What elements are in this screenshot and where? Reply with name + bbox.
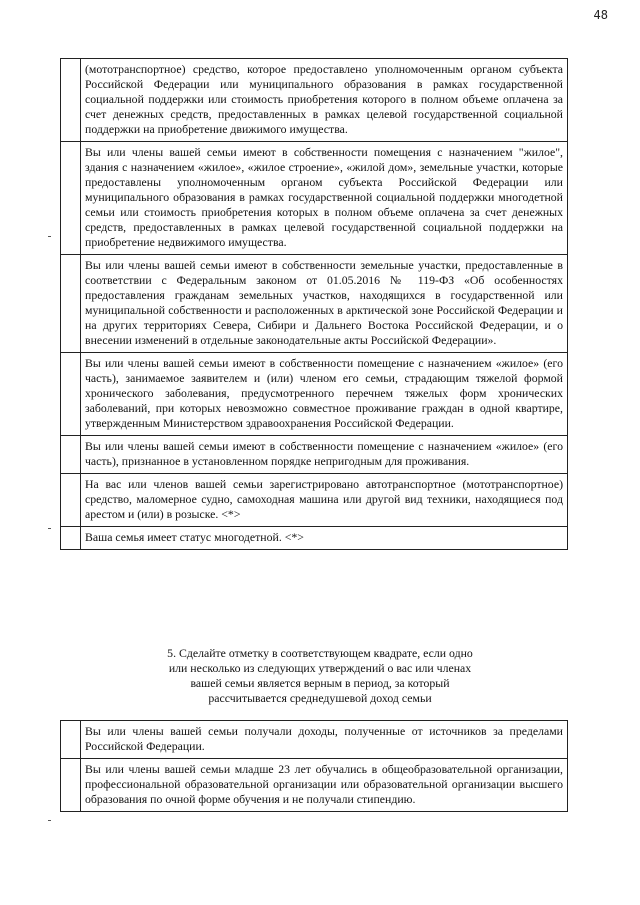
scan-margin-mark (48, 236, 51, 237)
checkbox-cell[interactable] (60, 436, 81, 473)
table-row (60, 59, 568, 142)
statement-text: Вы или члены вашей семьи имеют в собственности помещение с назначением «жилое» (его часть), признанное в установленном порядке непригодным для проживания. (81, 436, 568, 473)
statement-text: Вы или члены вашей семьи младше 23 лет обучались в общеобразовательной организации, профессиональной образовательной организации или образовательной организации высшего образования по очной форме обучения и не получали стипендию. (81, 759, 568, 811)
statement-text: Вы или члены вашей семьи получали доходы, полученные от источников за пределами Российской Федерации. (81, 721, 568, 758)
checkbox-cell[interactable] (60, 59, 81, 141)
statement-text: Вы или члены вашей семьи имеют в собственности помещения с назначением "жилое", здания с назначением «жилое», «жилое строение», «жилой дом», земельные участки, которые предоставлены уполномоченным органом субъекта Российской Федерации или муниципального образования в рамках государственной социальной поддержки многодетной семьи или стоимость приобретения которых в полном объеме оплачена за счет денежных средств, предоставленных в рамках целевой государственной социальной поддержки на приобретение недвижимого имущества. (81, 142, 568, 254)
table-row (60, 436, 568, 474)
checkbox-cell[interactable] (60, 255, 81, 352)
heading-line: вашей семьи является верным в период, за который (190, 676, 450, 690)
statements-table-2 (60, 720, 568, 812)
statement-text: Вы или члены вашей семьи имеют в собственности помещение с назначением «жилое» (его часть), занимаемое заявителем и (или) членом его семьи, страдающим тяжелой формой хронического заболевания, предусмотренного перечнем тяжелых форм хронических заболеваний, при которых невозможно совместное проживание граждан в одной квартире, утвержденным Министерством здравоохранения Российской Федерации. (81, 353, 568, 435)
scan-margin-mark (48, 528, 51, 529)
table-row (60, 255, 568, 353)
statement-text: (мототранспортное) средство, которое предоставлено уполномоченным органом субъекта Российской Федерации или муниципального образования в рамках государственной социальной поддержки или стоимость приобретения которого в полном объеме оплачена за счет денежных средств, предоставленных в рамках целевой государственной социальной поддержки на приобретение движимого имущества. (81, 59, 568, 141)
heading-line: рассчитывается среднедушевой доход семьи (208, 691, 432, 705)
checkbox-cell[interactable] (60, 721, 81, 758)
heading-line: или несколько из следующих утверждений о вас или членах (168, 661, 472, 675)
table-row (60, 721, 568, 759)
table-row (60, 759, 568, 812)
table-row (60, 474, 568, 527)
table-row (60, 142, 568, 255)
statements-table-1 (60, 58, 568, 550)
table-row (60, 527, 568, 550)
statement-text: Вы или члены вашей семьи имеют в собственности земельные участки, предоставленные в соответствии с Федеральным законом от 01.05.2016 № 119-ФЗ «Об особенностях предоставления гражданам земельных участков, находящихся в государственной или муниципальной собственности и расположенных в арктической зоне Российской Федерации и на других территориях Севера, Сибири и Дальнего Востока Российской Федерации, и о внесении изменений в отдельные законодательные акты Российской Федерации». (81, 255, 568, 352)
statement-text: На вас или членов вашей семьи зарегистрировано автотранспортное (мототранспортное) средство, маломерное судно, самоходная машина или другой вид техники, находящиеся под арестом и (или) в розыске. <*> (81, 474, 568, 526)
checkbox-cell[interactable] (60, 474, 81, 526)
checkbox-cell[interactable] (60, 527, 81, 549)
table-row (60, 353, 568, 436)
section-5-heading (150, 646, 490, 706)
checkbox-cell[interactable] (60, 353, 81, 435)
statement-text: Ваша семья имеет статус многодетной. <*> (81, 527, 568, 549)
scan-margin-mark (48, 820, 51, 821)
checkbox-cell[interactable] (60, 759, 81, 811)
heading-line: 5. Сделайте отметку в соответствующем квадрате, если одно (167, 646, 473, 660)
page-number: 48 (593, 8, 608, 22)
checkbox-cell[interactable] (60, 142, 81, 254)
